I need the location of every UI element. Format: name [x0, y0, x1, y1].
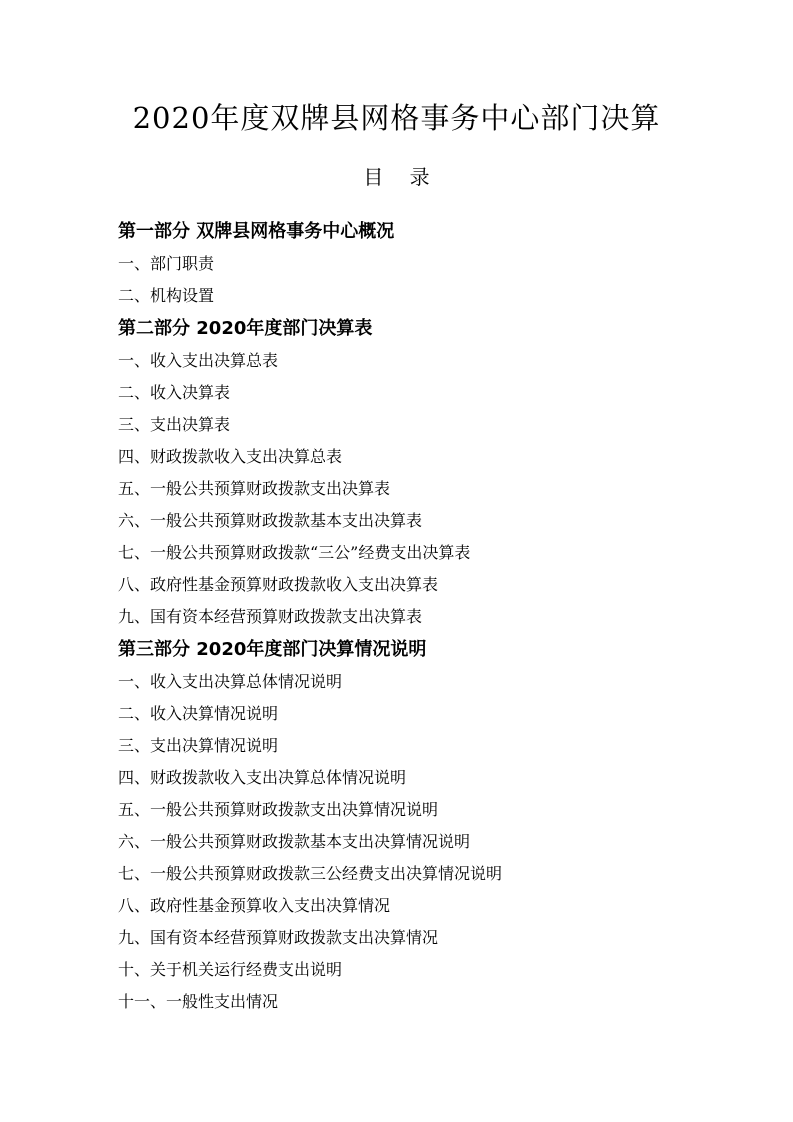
- toc-item: 二、收入决算表: [118, 383, 231, 402]
- toc-item: 四、财政拨款收入支出决算总表: [118, 447, 343, 466]
- toc-item: 四、财政拨款收入支出决算总体情况说明: [118, 768, 407, 787]
- toc-item: 六、一般公共预算财政拨款基本支出决算表: [118, 511, 423, 530]
- toc-item: 五、一般公共预算财政拨款支出决算情况说明: [118, 800, 439, 819]
- toc-item: 八、政府性基金预算收入支出决算情况: [118, 896, 391, 915]
- toc-item: 一、收入支出决算总体情况说明: [118, 672, 343, 691]
- toc-item: 九、国有资本经营预算财政拨款支出决算表: [118, 607, 423, 626]
- toc-item: 七、一般公共预算财政拨款三公经费支出决算情况说明: [118, 864, 503, 883]
- toc-item: 一、收入支出决算总表: [118, 351, 279, 370]
- document-title: 2020年度双牌县网格事务中心部门决算: [132, 101, 661, 135]
- toc-item: 八、政府性基金预算财政拨款收入支出决算表: [118, 575, 439, 594]
- toc-part-2-heading: 第二部分 2020年度部门决算表: [118, 318, 373, 339]
- toc-item: 十、关于机关运行经费支出说明: [118, 960, 343, 979]
- toc-item: 七、一般公共预算财政拨款“三公”经费支出决算表: [118, 543, 471, 562]
- toc-item: 三、支出决算表: [118, 415, 231, 434]
- toc-item: 一、部门职责: [118, 254, 215, 273]
- toc-item: 九、国有资本经营预算财政拨款支出决算情况: [118, 928, 439, 947]
- toc-heading: 目 录: [363, 165, 440, 189]
- toc-item: 六、一般公共预算财政拨款基本支出决算情况说明: [118, 832, 471, 851]
- table-of-contents: [118, 215, 738, 1018]
- toc-item: 三、支出决算情况说明: [118, 736, 279, 755]
- toc-item: 二、机构设置: [118, 286, 215, 305]
- toc-item: 十一、一般性支出情况: [118, 992, 279, 1011]
- toc-item: 二、收入决算情况说明: [118, 704, 279, 723]
- toc-item: 五、一般公共预算财政拨款支出决算表: [118, 479, 391, 498]
- toc-part-1-heading: 第一部分 双牌县网格事务中心概况: [118, 221, 395, 242]
- toc-part-3-heading: 第三部分 2020年度部门决算情况说明: [118, 639, 427, 660]
